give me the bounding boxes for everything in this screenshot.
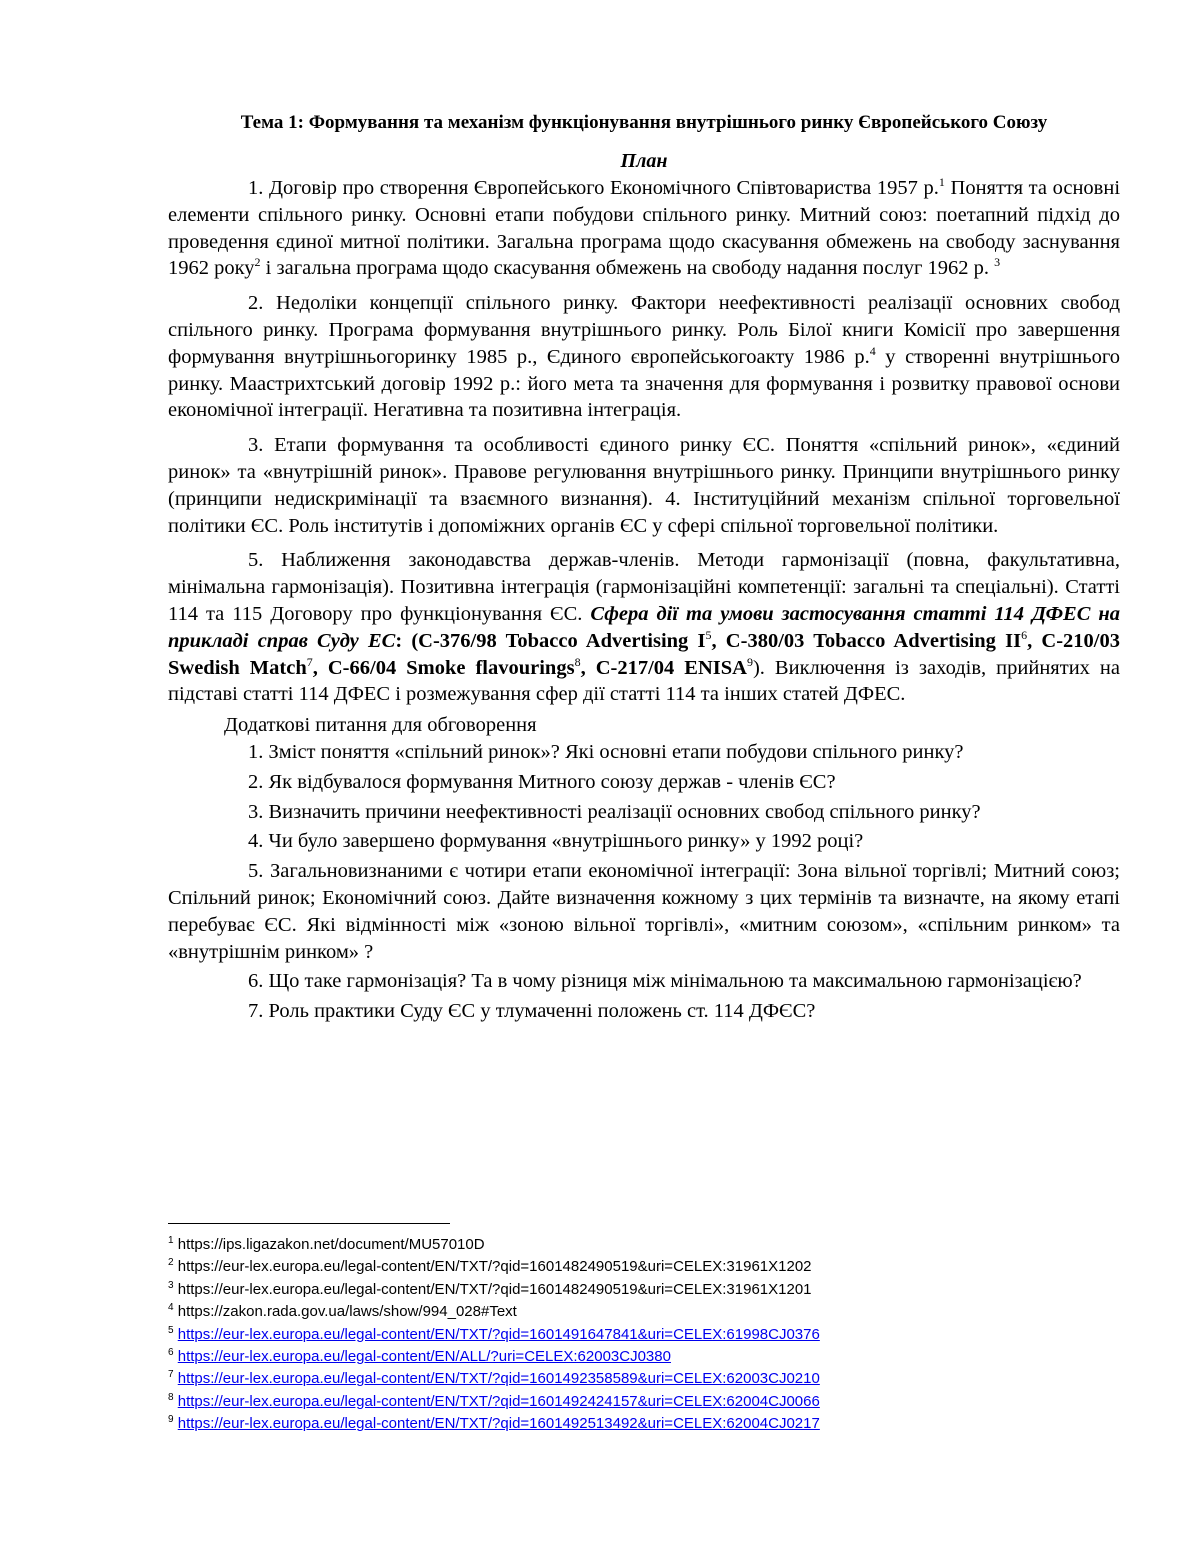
case-c-210-03: , C-210/03 Swedish Match [168,629,1120,679]
footnote-5-link[interactable]: https://eur-lex.europa.eu/legal-content/EN/TXT/?qid=1601491647841&uri=CELEX:61998CJ0376 [177,1325,820,1343]
case-c-217-04: , C-217/04 ENISA [580,656,747,679]
footnote-1-url[interactable]: https://ips.ligazakon.net/document/MU57010D [177,1236,485,1253]
question-6: 6. Що таке гармонізація? Та в чому різниця між мінімальною та максимальною гармонізацією? [248,970,1082,993]
case-c-376-98: (C-376/98 Tobacco Advertising I [411,629,706,652]
footnote-3-url[interactable]: https://eur-lex.europa.eu/legal-content/EN/TXT/?qid=1601482490519&uri=CELEX:31961X1201 [177,1280,812,1298]
footnote-6: $^6$ https://eur-lex.europa.eu/legal-content/EN/ALL/?uri=CELEX:62003CJ0380 [168,1347,671,1366]
question-4: 4. Чи було завершено формування «внутрішнього ринку» у 1992 році? [248,830,864,853]
plan-item-5-text-b: ). Виключення із заходів, прийнятих на підставі статті 114 ДФЕС і розмежування сфер дії статті 114 та інших статей ДФЕС. [168,656,1120,706]
plan-item-5-number: 5. [248,549,264,572]
question-5: 5. Загальновизнаними є чотири етапи економічної інтеграції: Зона вільної торгівлі; Митний союз; Спільний ринок; Економічний союз. Дайте визначення кожному з цих термінів та визначте, на якому етапі перебуває ЄС. Які відмінності між «зоною вільної торгівлі», «митним союзом», «спільним ринком» та «внутрішнім ринком» ? [168,860,1120,963]
plan-item-5-colon: : [395,629,403,652]
footnote-4-url[interactable]: https://zakon.rada.gov.ua/laws/show/994_028#Text [177,1303,517,1321]
footnote-5: $^5$ https://eur-lex.europa.eu/legal-content/EN/TXT/?qid=1601491647841&uri=CELEX:61998CJ0376 [168,1324,820,1343]
plan-item-1-text-b: Поняття та основні елементи спільного ринку. Основні етапи побудови спільного ринку. Митний союз: поетапний підхід до проведення єдиної митної політики. Загальна програма щодо скасування обмежень на свободу заснування 1962 року [168,177,1121,280]
footnote-ref-5[interactable]: 5 [705,627,712,642]
footnote-9: $^9$ https://eur-lex.europa.eu/legal-content/EN/TXT/?qid=1601492513492&uri=CELEX:62004CJ0217 [168,1414,820,1433]
footnote-6-link[interactable]: https://eur-lex.europa.eu/legal-content/EN/ALL/?uri=CELEX:62003CJ0380 [177,1348,671,1366]
plan-item-1 [168,175,1120,282]
footnote-2: $^2$ https://eur-lex.europa.eu/legal-content/EN/TXT/?qid=1601482490519&uri=CELEX:31961X1202 [168,1257,812,1276]
footnote-ref-1[interactable]: 1 [938,175,945,190]
document-title: Тема 1: Формування та механізм функціонування внутрішнього ринку Європейського Союзу [240,112,1048,133]
footnote-ref-7[interactable]: 7 [306,654,313,669]
plan-item-5 [168,547,1120,708]
plan-item-5-emphasis: Сфера дії та умови застосування статті 114 ДФЕС на прикладі справ Суду ЕС [168,602,1121,652]
footnote-ref-9[interactable]: 9 [746,654,753,669]
plan-item-1-text-c: і загальна програма щодо скасування обмежень на свободу надання послуг 1962 р. [265,257,990,280]
footnote-ref-8[interactable]: 8 [574,654,581,669]
footnote-7-link[interactable]: https://eur-lex.europa.eu/legal-content/EN/TXT/?qid=1601492358589&uri=CELEX:62003CJ0210 [177,1370,820,1388]
plan-item-2 [168,290,1120,424]
plan-item-1-number: 1. [248,177,264,199]
plan-item-5-text-a: Наближення законодавства держав-членів. Методи гармонізації (повна, факультативна, мінімальна гармонізація). Позитивна інтеграція (гармонізаційні компетенції: загальні та спеціальні). Статті 114 та 115 Договору про функціонування ЄС. [168,549,1120,625]
plan-item-3 [168,432,1120,539]
document-page [168,112,1120,1028]
footnote-ref-2[interactable]: 2 [254,255,261,270]
footnote-2-url[interactable]: https://eur-lex.europa.eu/legal-content/EN/TXT/?qid=1601482490519&uri=CELEX:31961X1202 [177,1258,812,1276]
footnote-separator [168,1223,450,1224]
footnote-7: $^7$ https://eur-lex.europa.eu/legal-content/EN/TXT/?qid=1601492358589&uri=CELEX:62003CJ0210 [168,1369,820,1388]
question-2: 2. Як відбувалося формування Митного союзу держав - членів ЄС? [248,770,836,793]
questions-heading: Додаткові питання для обговорення [224,714,537,737]
plan-item-3-text: Етапи формування та особливості єдиного ринку ЄС. Поняття «спільний ринок», «єдиний ринок» та «внутрішній ринок». Правове регулювання внутрішнього ринку. Принципи внутрішнього ринку (принципи недискримінації та взаємного визнання). 4. Інституційний механізм спільної торговельної політики ЄС. Роль інститутів і допоміжних органів ЄС у сфері спільної торговельної політики. [168,434,1121,537]
footnote-8-link[interactable]: https://eur-lex.europa.eu/legal-content/EN/TXT/?qid=1601492424157&uri=CELEX:62004CJ0066 [177,1392,820,1410]
plan-item-1-text-a: Договір про створення Європейського Економічного Співтовариства 1957 р. [269,177,939,199]
footnote-1: $^1$ https://ips.ligazakon.net/document/MU57010D [168,1235,485,1253]
footnote-9-link[interactable]: https://eur-lex.europa.eu/legal-content/EN/TXT/?qid=1601492513492&uri=CELEX:62004CJ0217 [177,1415,820,1433]
case-c-66-04: , C-66/04 Smoke flavourings [312,656,575,679]
question-1: 1. Зміст поняття «спільний ринок»? Які основні етапи побудови спільного ринку? [248,740,964,763]
footnote-8: $^8$ https://eur-lex.europa.eu/legal-content/EN/TXT/?qid=1601492424157&uri=CELEX:62004CJ0066 [168,1391,820,1410]
case-c-380-03: , C-380/03 Tobacco Advertising II [711,629,1022,652]
question-7: 7. Роль практики Суду ЄС у тлумаченні положень ст. 114 ДФЄС? [248,1000,816,1023]
footnote-ref-3[interactable]: 3 [994,255,1001,270]
plan-item-3-number: 3. [248,434,264,457]
footnotes [168,1234,1120,1436]
footnote-4: $^4$ https://zakon.rada.gov.ua/laws/show/994_028#Text [168,1302,517,1321]
plan-heading: План [620,150,668,172]
footnote-ref-4[interactable]: 4 [869,343,876,358]
footnote-3: $^3$ https://eur-lex.europa.eu/legal-content/EN/TXT/?qid=1601482490519&uri=CELEX:31961X1201 [168,1279,812,1298]
plan-item-2-number: 2. [248,292,264,315]
plan-item-2-text-a: Недоліки концепції спільного ринку. Фактори неефективності реалізації основних свобод спільного ринку. Програма формування внутрішнього ринку. Роль Білої книги Комісії про завершення формування внутрішньогоринку 1985 р., Єдиного європейськогоакту 1986 р. [168,292,1120,368]
plan-item-2-text-b: у створенні внутрішнього ринку. Маастрихтський договір 1992 р.: його мета та значення для формування і розвитку правової основи економічної інтеграції. Негативна та позитивна інтеграція. [168,345,1121,422]
footnote-ref-6[interactable]: 6 [1021,627,1028,642]
question-3: 3. Визначить причини неефективності реалізації основних свобод спільного ринку? [248,800,981,823]
